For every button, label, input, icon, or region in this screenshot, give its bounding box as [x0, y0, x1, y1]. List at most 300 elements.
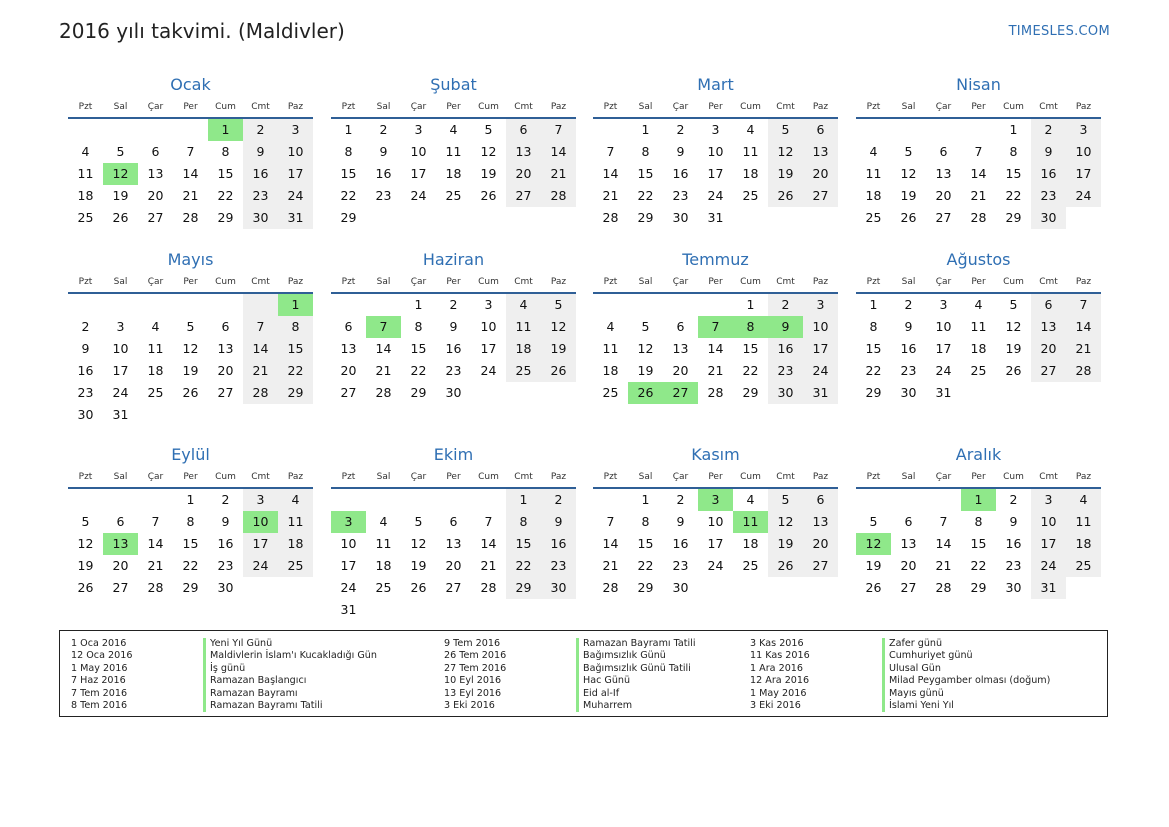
day-cell[interactable]: 12: [77, 536, 94, 551]
day-cell[interactable]: 8: [1009, 144, 1018, 159]
day-cell[interactable]: 21: [147, 558, 164, 573]
day-cell[interactable]: 16: [375, 166, 392, 181]
day-cell[interactable]: 14: [1066, 316, 1101, 338]
day-cell[interactable]: 11: [742, 144, 759, 159]
day-cell[interactable]: 16: [541, 533, 576, 555]
day-cell[interactable]: 17: [278, 163, 313, 185]
day-cell[interactable]: 7: [606, 514, 615, 529]
day-cell[interactable]: 25: [375, 580, 392, 595]
day-cell[interactable]: 28: [602, 580, 619, 595]
day-cell[interactable]: 25: [742, 188, 759, 203]
day-cell[interactable]: 9: [676, 514, 685, 529]
day-cell[interactable]: 29: [278, 382, 313, 404]
day-cell[interactable]: 7: [541, 119, 576, 141]
day-cell[interactable]: 10: [803, 316, 838, 338]
day-cell[interactable]: 30: [77, 407, 94, 422]
day-cell[interactable]: 16: [672, 536, 689, 551]
day-cell[interactable]: 6: [449, 514, 458, 529]
day-cell[interactable]: 20: [217, 363, 234, 378]
day-cell[interactable]: 5: [81, 514, 90, 529]
day-cell[interactable]: 25: [506, 360, 541, 382]
day-cell[interactable]: 14: [182, 166, 199, 181]
day-cell[interactable]: 24: [707, 558, 724, 573]
day-cell[interactable]: 5: [904, 144, 913, 159]
day-cell[interactable]: 23: [672, 558, 689, 573]
day-cell[interactable]: 20: [803, 533, 838, 555]
day-cell[interactable]: 11: [970, 319, 987, 334]
day-cell[interactable]: 16: [900, 341, 917, 356]
day-cell[interactable]: 18: [602, 363, 619, 378]
day-cell[interactable]: 7: [974, 144, 983, 159]
day-cell[interactable]: 23: [672, 188, 689, 203]
day-cell[interactable]: 6: [1031, 294, 1066, 316]
day-cell[interactable]: 16: [217, 536, 234, 551]
day-cell[interactable]: 3: [243, 489, 278, 511]
day-cell[interactable]: 26: [480, 188, 497, 203]
day-cell[interactable]: 15: [217, 166, 234, 181]
day-cell[interactable]: 16: [445, 341, 462, 356]
day-cell[interactable]: 9: [221, 514, 230, 529]
day-cell[interactable]: 30: [1031, 207, 1066, 229]
day-cell[interactable]: 4: [379, 514, 388, 529]
day-cell[interactable]: 11: [865, 166, 882, 181]
day-cell[interactable]: 1: [506, 489, 541, 511]
day-cell[interactable]: 26: [112, 210, 129, 225]
day-cell[interactable]: 17: [340, 558, 357, 573]
day-cell[interactable]: 11: [375, 536, 392, 551]
day-cell[interactable]: 8: [344, 144, 353, 159]
day-cell[interactable]: 18: [742, 536, 759, 551]
day-cell[interactable]: 23: [1005, 558, 1022, 573]
day-cell[interactable]: 16: [1005, 536, 1022, 551]
day-cell[interactable]: 20: [340, 363, 357, 378]
day-cell[interactable]: 1: [208, 119, 243, 141]
day-cell[interactable]: 12: [768, 141, 803, 163]
day-cell[interactable]: 22: [506, 555, 541, 577]
day-cell[interactable]: 25: [970, 363, 987, 378]
day-cell[interactable]: 2: [768, 294, 803, 316]
day-cell[interactable]: 13: [103, 533, 138, 555]
day-cell[interactable]: 19: [768, 533, 803, 555]
day-cell[interactable]: 8: [974, 514, 983, 529]
day-cell[interactable]: 29: [970, 580, 987, 595]
day-cell[interactable]: 21: [480, 558, 497, 573]
day-cell[interactable]: 27: [803, 185, 838, 207]
day-cell[interactable]: 30: [1005, 580, 1022, 595]
day-cell[interactable]: 27: [340, 385, 357, 400]
day-cell[interactable]: 14: [935, 536, 952, 551]
day-cell[interactable]: 5: [768, 489, 803, 511]
day-cell[interactable]: 22: [742, 363, 759, 378]
day-cell[interactable]: 21: [375, 363, 392, 378]
day-cell[interactable]: 9: [379, 144, 388, 159]
day-cell[interactable]: 7: [243, 316, 278, 338]
day-cell[interactable]: 13: [217, 341, 234, 356]
day-cell[interactable]: 24: [112, 385, 129, 400]
day-cell[interactable]: 1: [278, 294, 313, 316]
day-cell[interactable]: 23: [768, 360, 803, 382]
day-cell[interactable]: 18: [375, 558, 392, 573]
day-cell[interactable]: 11: [278, 511, 313, 533]
day-cell[interactable]: 16: [243, 163, 278, 185]
day-cell[interactable]: 10: [243, 511, 278, 533]
day-cell[interactable]: 18: [147, 363, 164, 378]
day-cell[interactable]: 20: [147, 188, 164, 203]
day-cell[interactable]: 4: [81, 144, 90, 159]
day-cell[interactable]: 15: [970, 536, 987, 551]
day-cell[interactable]: 27: [147, 210, 164, 225]
day-cell[interactable]: 14: [480, 536, 497, 551]
day-cell[interactable]: 26: [410, 580, 427, 595]
day-cell[interactable]: 16: [77, 363, 94, 378]
day-cell[interactable]: 30: [217, 580, 234, 595]
day-cell[interactable]: 14: [707, 341, 724, 356]
day-cell[interactable]: 8: [221, 144, 230, 159]
day-cell[interactable]: 30: [672, 210, 689, 225]
day-cell[interactable]: 7: [151, 514, 160, 529]
day-cell[interactable]: 5: [414, 514, 423, 529]
day-cell[interactable]: 6: [939, 144, 948, 159]
day-cell[interactable]: 8: [278, 316, 313, 338]
day-cell[interactable]: 15: [340, 166, 357, 181]
day-cell[interactable]: 16: [672, 166, 689, 181]
day-cell[interactable]: 17: [112, 363, 129, 378]
day-cell[interactable]: 23: [217, 558, 234, 573]
day-cell[interactable]: 14: [243, 338, 278, 360]
day-cell[interactable]: 2: [1009, 492, 1018, 507]
day-cell[interactable]: 19: [768, 163, 803, 185]
day-cell[interactable]: 7: [484, 514, 493, 529]
day-cell[interactable]: 19: [77, 558, 94, 573]
day-cell[interactable]: 25: [865, 210, 882, 225]
day-cell[interactable]: 4: [1066, 489, 1101, 511]
day-cell[interactable]: 2: [81, 319, 90, 334]
day-cell[interactable]: 17: [410, 166, 427, 181]
day-cell[interactable]: 12: [637, 341, 654, 356]
day-cell[interactable]: 3: [939, 297, 948, 312]
day-cell[interactable]: 11: [147, 341, 164, 356]
day-cell[interactable]: 23: [375, 188, 392, 203]
day-cell[interactable]: 22: [1005, 188, 1022, 203]
day-cell[interactable]: 31: [278, 207, 313, 229]
day-cell[interactable]: 27: [935, 210, 952, 225]
day-cell[interactable]: 10: [340, 536, 357, 551]
day-cell[interactable]: 20: [935, 188, 952, 203]
day-cell[interactable]: 14: [541, 141, 576, 163]
day-cell[interactable]: 21: [602, 558, 619, 573]
day-cell[interactable]: 3: [711, 122, 720, 137]
day-cell[interactable]: 17: [803, 338, 838, 360]
day-cell[interactable]: 17: [243, 533, 278, 555]
day-cell[interactable]: 17: [1031, 533, 1066, 555]
day-cell[interactable]: 5: [541, 294, 576, 316]
day-cell[interactable]: 10: [480, 319, 497, 334]
day-cell[interactable]: 18: [278, 533, 313, 555]
day-cell[interactable]: 8: [733, 316, 768, 338]
day-cell[interactable]: 17: [1066, 163, 1101, 185]
day-cell[interactable]: 2: [449, 297, 458, 312]
day-cell[interactable]: 27: [217, 385, 234, 400]
day-cell[interactable]: 27: [445, 580, 462, 595]
day-cell[interactable]: 28: [480, 580, 497, 595]
day-cell[interactable]: 27: [1031, 360, 1066, 382]
day-cell[interactable]: 29: [742, 385, 759, 400]
day-cell[interactable]: 10: [1031, 511, 1066, 533]
day-cell[interactable]: 4: [449, 122, 458, 137]
day-cell[interactable]: 24: [480, 363, 497, 378]
day-cell[interactable]: 26: [628, 382, 663, 404]
day-cell[interactable]: 30: [672, 580, 689, 595]
day-cell[interactable]: 9: [768, 316, 803, 338]
day-cell[interactable]: 10: [707, 514, 724, 529]
day-cell[interactable]: 12: [1005, 319, 1022, 334]
day-cell[interactable]: 2: [541, 489, 576, 511]
brand-link[interactable]: TIMESLES.COM: [1008, 24, 1110, 39]
day-cell[interactable]: 21: [935, 558, 952, 573]
day-cell[interactable]: 9: [81, 341, 90, 356]
day-cell[interactable]: 31: [803, 382, 838, 404]
day-cell[interactable]: 29: [182, 580, 199, 595]
day-cell[interactable]: 12: [480, 144, 497, 159]
day-cell[interactable]: 7: [1066, 294, 1101, 316]
day-cell[interactable]: 15: [506, 533, 541, 555]
day-cell[interactable]: 13: [935, 166, 952, 181]
day-cell[interactable]: 29: [865, 385, 882, 400]
day-cell[interactable]: 15: [742, 341, 759, 356]
day-cell[interactable]: 2: [676, 492, 685, 507]
day-cell[interactable]: 22: [865, 363, 882, 378]
day-cell[interactable]: 1: [1009, 122, 1018, 137]
day-cell[interactable]: 1: [641, 492, 650, 507]
day-cell[interactable]: 11: [445, 144, 462, 159]
day-cell[interactable]: 18: [970, 341, 987, 356]
day-cell[interactable]: 22: [340, 188, 357, 203]
day-cell[interactable]: 19: [182, 363, 199, 378]
day-cell[interactable]: 26: [865, 580, 882, 595]
day-cell[interactable]: 19: [900, 188, 917, 203]
day-cell[interactable]: 22: [278, 360, 313, 382]
day-cell[interactable]: 2: [1031, 119, 1066, 141]
day-cell[interactable]: 24: [243, 555, 278, 577]
day-cell[interactable]: 13: [445, 536, 462, 551]
day-cell[interactable]: 14: [375, 341, 392, 356]
day-cell[interactable]: 21: [1066, 338, 1101, 360]
day-cell[interactable]: 11: [1066, 511, 1101, 533]
day-cell[interactable]: 7: [698, 316, 733, 338]
day-cell[interactable]: 23: [541, 555, 576, 577]
day-cell[interactable]: 15: [865, 341, 882, 356]
day-cell[interactable]: 15: [637, 536, 654, 551]
day-cell[interactable]: 20: [1031, 338, 1066, 360]
day-cell[interactable]: 15: [278, 338, 313, 360]
day-cell[interactable]: 6: [506, 119, 541, 141]
day-cell[interactable]: 18: [865, 188, 882, 203]
day-cell[interactable]: 17: [935, 341, 952, 356]
day-cell[interactable]: 21: [707, 363, 724, 378]
day-cell[interactable]: 1: [869, 297, 878, 312]
day-cell[interactable]: 6: [151, 144, 160, 159]
day-cell[interactable]: 24: [410, 188, 427, 203]
day-cell[interactable]: 6: [803, 119, 838, 141]
day-cell[interactable]: 25: [1066, 555, 1101, 577]
day-cell[interactable]: 5: [869, 514, 878, 529]
day-cell[interactable]: 20: [900, 558, 917, 573]
day-cell[interactable]: 1: [344, 122, 353, 137]
day-cell[interactable]: 20: [803, 163, 838, 185]
day-cell[interactable]: 31: [340, 602, 357, 617]
day-cell[interactable]: 26: [1005, 363, 1022, 378]
day-cell[interactable]: 9: [243, 141, 278, 163]
day-cell[interactable]: 28: [602, 210, 619, 225]
day-cell[interactable]: 21: [182, 188, 199, 203]
day-cell[interactable]: 10: [935, 319, 952, 334]
day-cell[interactable]: 31: [707, 210, 724, 225]
day-cell[interactable]: 19: [541, 338, 576, 360]
day-cell[interactable]: 12: [182, 341, 199, 356]
day-cell[interactable]: 29: [410, 385, 427, 400]
day-cell[interactable]: 13: [900, 536, 917, 551]
day-cell[interactable]: 20: [112, 558, 129, 573]
day-cell[interactable]: 26: [900, 210, 917, 225]
day-cell[interactable]: 3: [1066, 119, 1101, 141]
day-cell[interactable]: 22: [970, 558, 987, 573]
day-cell[interactable]: 3: [803, 294, 838, 316]
day-cell[interactable]: 23: [1031, 185, 1066, 207]
day-cell[interactable]: 22: [637, 188, 654, 203]
day-cell[interactable]: 9: [676, 144, 685, 159]
day-cell[interactable]: 10: [112, 341, 129, 356]
day-cell[interactable]: 5: [484, 122, 493, 137]
day-cell[interactable]: 28: [935, 580, 952, 595]
day-cell[interactable]: 8: [506, 511, 541, 533]
day-cell[interactable]: 14: [970, 166, 987, 181]
day-cell[interactable]: 12: [900, 166, 917, 181]
day-cell[interactable]: 18: [506, 338, 541, 360]
day-cell[interactable]: 5: [768, 119, 803, 141]
day-cell[interactable]: 8: [641, 144, 650, 159]
day-cell[interactable]: 15: [1005, 166, 1022, 181]
day-cell[interactable]: 25: [445, 188, 462, 203]
day-cell[interactable]: 24: [707, 188, 724, 203]
day-cell[interactable]: 10: [1066, 141, 1101, 163]
day-cell[interactable]: 19: [480, 166, 497, 181]
day-cell[interactable]: 14: [147, 536, 164, 551]
day-cell[interactable]: 12: [410, 536, 427, 551]
day-cell[interactable]: 12: [768, 511, 803, 533]
day-cell[interactable]: 31: [112, 407, 129, 422]
day-cell[interactable]: 24: [935, 363, 952, 378]
day-cell[interactable]: 19: [865, 558, 882, 573]
day-cell[interactable]: 31: [1031, 577, 1066, 599]
day-cell[interactable]: 28: [1066, 360, 1101, 382]
day-cell[interactable]: 15: [637, 166, 654, 181]
day-cell[interactable]: 8: [869, 319, 878, 334]
day-cell[interactable]: 9: [904, 319, 913, 334]
day-cell[interactable]: 5: [186, 319, 195, 334]
day-cell[interactable]: 2: [379, 122, 388, 137]
day-cell[interactable]: 12: [541, 316, 576, 338]
day-cell[interactable]: 28: [970, 210, 987, 225]
day-cell[interactable]: 10: [410, 144, 427, 159]
day-cell[interactable]: 18: [742, 166, 759, 181]
day-cell[interactable]: 13: [803, 511, 838, 533]
day-cell[interactable]: 20: [445, 558, 462, 573]
day-cell[interactable]: 3: [278, 119, 313, 141]
day-cell[interactable]: 27: [803, 555, 838, 577]
day-cell[interactable]: 7: [186, 144, 195, 159]
day-cell[interactable]: 14: [602, 536, 619, 551]
day-cell[interactable]: 5: [1009, 297, 1018, 312]
day-cell[interactable]: 2: [904, 297, 913, 312]
day-cell[interactable]: 18: [77, 188, 94, 203]
day-cell[interactable]: 28: [243, 382, 278, 404]
day-cell[interactable]: 30: [445, 385, 462, 400]
day-cell[interactable]: 8: [186, 514, 195, 529]
day-cell[interactable]: 21: [541, 163, 576, 185]
day-cell[interactable]: 2: [676, 122, 685, 137]
day-cell[interactable]: 9: [1009, 514, 1018, 529]
day-cell[interactable]: 26: [768, 555, 803, 577]
day-cell[interactable]: 9: [541, 511, 576, 533]
day-cell[interactable]: 2: [243, 119, 278, 141]
day-cell[interactable]: 10: [707, 144, 724, 159]
day-cell[interactable]: 19: [410, 558, 427, 573]
day-cell[interactable]: 29: [340, 210, 357, 225]
day-cell[interactable]: 3: [698, 489, 733, 511]
day-cell[interactable]: 23: [77, 385, 94, 400]
day-cell[interactable]: 1: [961, 489, 996, 511]
day-cell[interactable]: 16: [768, 338, 803, 360]
day-cell[interactable]: 12: [103, 163, 138, 185]
day-cell[interactable]: 18: [1066, 533, 1101, 555]
day-cell[interactable]: 6: [116, 514, 125, 529]
day-cell[interactable]: 23: [243, 185, 278, 207]
day-cell[interactable]: 19: [112, 188, 129, 203]
day-cell[interactable]: 1: [746, 297, 755, 312]
day-cell[interactable]: 30: [768, 382, 803, 404]
day-cell[interactable]: 28: [147, 580, 164, 595]
day-cell[interactable]: 21: [970, 188, 987, 203]
day-cell[interactable]: 11: [733, 511, 768, 533]
day-cell[interactable]: 13: [340, 341, 357, 356]
day-cell[interactable]: 4: [506, 294, 541, 316]
day-cell[interactable]: 28: [182, 210, 199, 225]
day-cell[interactable]: 15: [410, 341, 427, 356]
day-cell[interactable]: 23: [445, 363, 462, 378]
day-cell[interactable]: 1: [186, 492, 195, 507]
day-cell[interactable]: 19: [1005, 341, 1022, 356]
day-cell[interactable]: 26: [768, 185, 803, 207]
day-cell[interactable]: 1: [641, 122, 650, 137]
day-cell[interactable]: 22: [637, 558, 654, 573]
day-cell[interactable]: 29: [1005, 210, 1022, 225]
day-cell[interactable]: 19: [637, 363, 654, 378]
day-cell[interactable]: 4: [278, 489, 313, 511]
day-cell[interactable]: 15: [182, 536, 199, 551]
day-cell[interactable]: 30: [900, 385, 917, 400]
day-cell[interactable]: 13: [147, 166, 164, 181]
day-cell[interactable]: 17: [707, 536, 724, 551]
day-cell[interactable]: 20: [672, 363, 689, 378]
day-cell[interactable]: 25: [602, 385, 619, 400]
day-cell[interactable]: 22: [182, 558, 199, 573]
day-cell[interactable]: 14: [602, 166, 619, 181]
day-cell[interactable]: 4: [974, 297, 983, 312]
day-cell[interactable]: 3: [1031, 489, 1066, 511]
day-cell[interactable]: 21: [602, 188, 619, 203]
day-cell[interactable]: 26: [77, 580, 94, 595]
day-cell[interactable]: 3: [484, 297, 493, 312]
